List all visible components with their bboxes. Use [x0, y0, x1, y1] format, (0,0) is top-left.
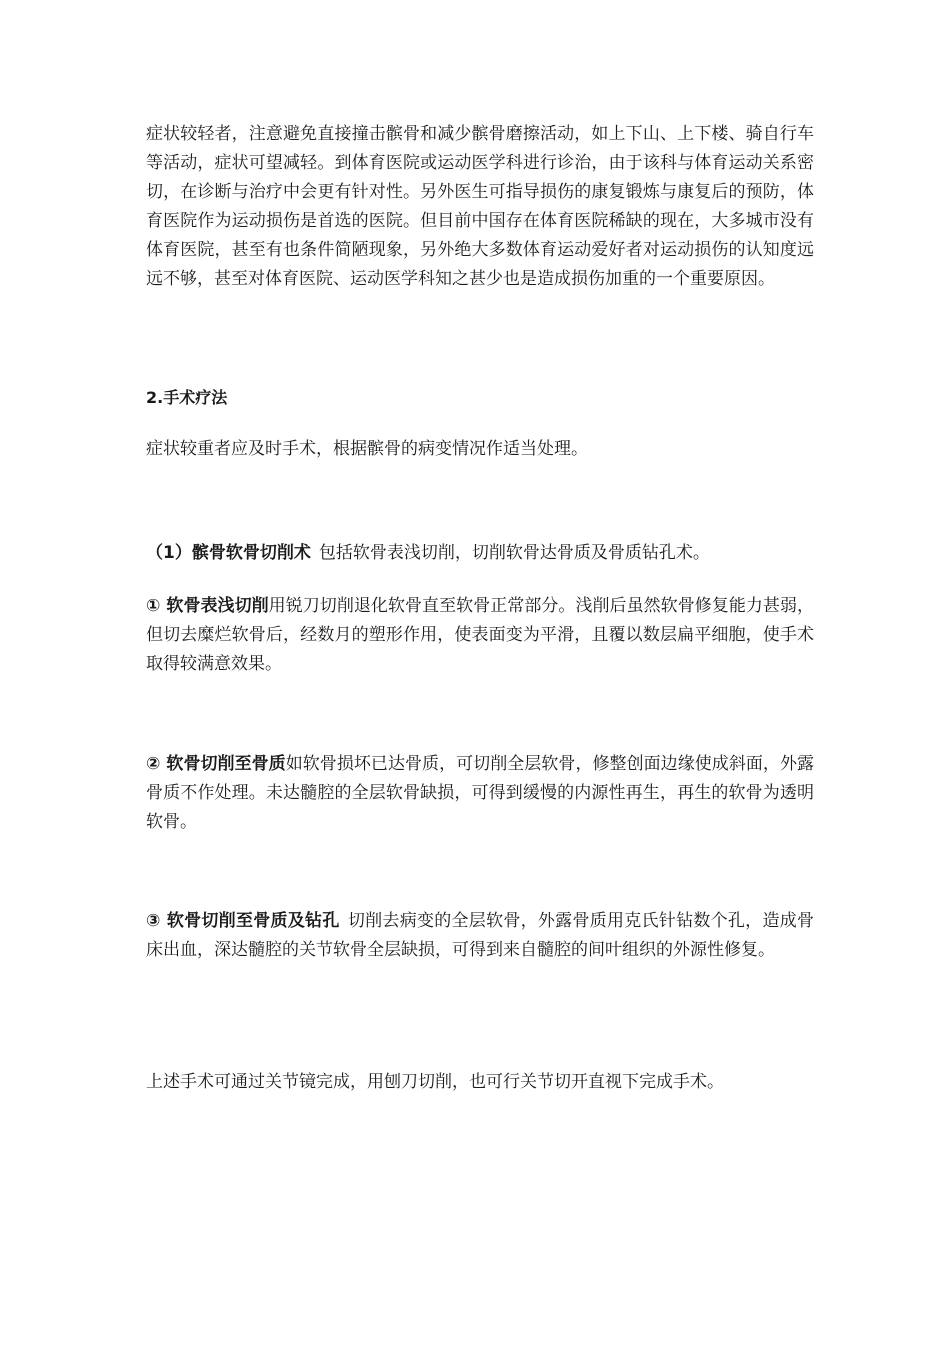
paragraph-patellar-cartilage-resection [146, 539, 814, 568]
paragraph-superficial-resection [146, 592, 814, 679]
section-heading-surgery: 2.手术疗法 [146, 388, 228, 407]
subheading-label: （1）髌骨软骨切削术 [146, 543, 311, 563]
paragraph-text: 切削去病变的全层软骨，外露骨质用克氏针钻数个孔，造成骨床出血，深达髓腔的关节软骨全层缺损，可得到来自髓腔的间叶组织的外源性修复。 [146, 911, 815, 960]
paragraph-resection-to-bone [146, 750, 814, 837]
paragraph-text: 包括软骨表浅切削，切削软骨达骨质及骨质钻孔术。 [318, 543, 710, 563]
paragraph-conservative-treatment [146, 120, 814, 294]
paragraph-surgery-intro [146, 435, 814, 464]
subheading-label: ① 软骨表浅切削 [146, 596, 269, 616]
paragraph-arthroscopy-note [146, 1068, 814, 1097]
subheading-label: ② 软骨切削至骨质 [146, 754, 286, 774]
paragraph-text: 如软骨损坏已达骨质，可切削全层软骨，修整创面边缘使成斜面，外露骨质不作处理。未达髓腔的全层软骨缺损，可得到缓慢的内源性再生，再生的软骨为透明软骨。 [146, 754, 814, 832]
paragraph-text: 症状较重者应及时手术，根据髌骨的病变情况作适当处理。 [146, 439, 588, 459]
paragraph-text: 用锐刀切削退化软骨直至软骨正常部分。浅削后虽然软骨修复能力甚弱，但切去糜烂软骨后，经数月的塑形作用，使表面变为平滑，且覆以数层扁平细胞，使手术取得较满意效果。 [146, 596, 815, 674]
subheading-label: ③ 软骨切削至骨质及钻孔 [146, 911, 340, 931]
paragraph-resection-and-drilling [146, 907, 814, 965]
paragraph-text: 症状较轻者，注意避免直接撞击髌骨和减少髌骨磨擦活动，如上下山、上下楼、骑自行车等活动，症状可望减轻。到体育医院或运动医学科进行诊治，由于该科与体育运动关系密切，在诊断与治疗中会更有针对性。另外医生可指导损伤的康复锻炼与康复后的预防，体育医院作为运动损伤是首选的医院。但目前中国存在体育医院稀缺的现在，大多城市没有体育医院，甚至有也条件简陋现象，另外绝大多数体育运动爱好者对运动损伤的认知度远远不够，甚至对体育医院、运动医学科知之甚少也是造成损伤加重的一个重要原因。 [146, 124, 814, 289]
paragraph-text: 上述手术可通过关节镜完成，用刨刀切削，也可行关节切开直视下完成手术。 [146, 1072, 724, 1092]
